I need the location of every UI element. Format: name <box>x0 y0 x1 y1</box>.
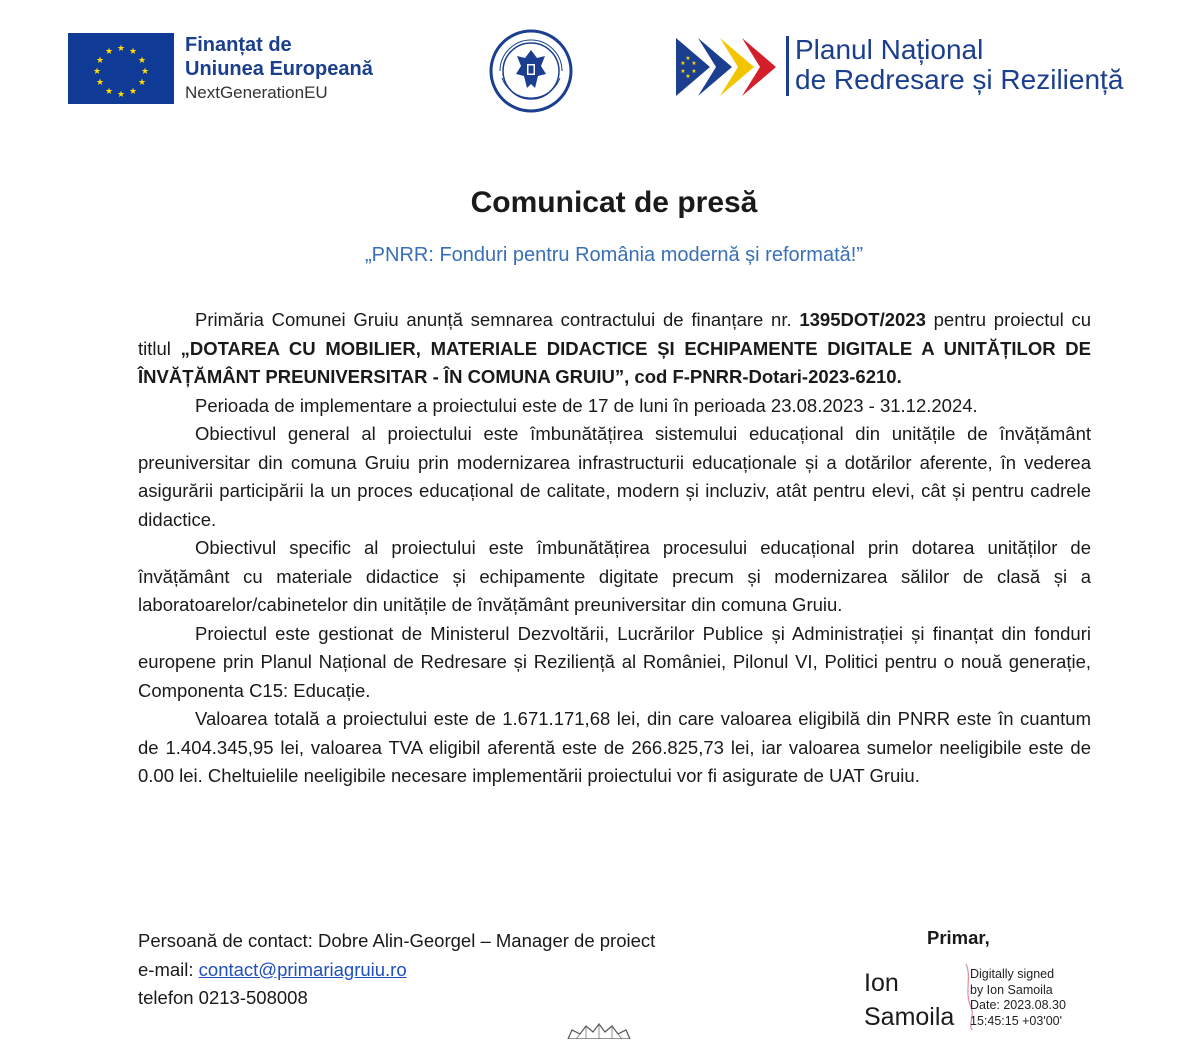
svg-text:★: ★ <box>128 87 138 97</box>
project-title: „DOTAREA CU MOBILIER, MATERIALE DIDACTICE ȘI ECHIPAMENTE DIGITALE A UNITĂȚILOR DE ÎNVĂȚĂMÂNT PREUNIVERSITAR - ÎN COMUNA GRUIU”, cod F-PNRR-Dotari-2023-6210. <box>138 337 1091 387</box>
p1-text-a: Primăria Comunei Gruiu anunță semnarea contractului de finanțare nr. <box>195 309 800 330</box>
signer-name <box>864 966 954 1034</box>
contact-phone: telefon 0213-508008 <box>138 987 308 1008</box>
svg-text:★: ★ <box>95 56 105 66</box>
pnrr-flag-icon <box>676 38 784 96</box>
paragraph-value: Valoarea totală a proiectului este de 1.671.171,68 lei, din care valoarea eligibilă din PNRR este în cuantum de 1.404.345,95 lei, valoarea TVA eligibil aferentă este de 266.825,73 lei, iar valoarea sumelor neeligibile este de 0.00 lei. Cheltuielile neeligibile necesare implementării proiectului vor fi asigurate de UAT Gruiu. <box>138 708 1091 786</box>
paragraph-general-objective: Obiectivul general al proiectului este îmbunătățirea sistemului educațional din unitățile de învățământ preuniversitar din comuna Gruiu prin modernizarea infrastructurii educaționale și a dotărilor aferente, în vederea asigurării participării la un proces educațional de calitate, modern și incluziv, atât pentru elevi, cât și pentru cadrele didactice. <box>138 423 1091 530</box>
contact-email-line <box>138 956 655 985</box>
paragraph-contract <box>138 306 1091 392</box>
press-release-body <box>138 306 1091 791</box>
pnrr-divider <box>786 36 789 96</box>
page-subtitle: „PNRR: Fonduri pentru România modernă și reformată!” <box>365 244 863 266</box>
svg-text:★: ★ <box>92 67 102 77</box>
guvernul-romaniei-seal-icon <box>488 28 574 114</box>
page-title: Comunicat de presă <box>470 186 758 219</box>
svg-text:★: ★ <box>691 68 697 75</box>
digital-signature-info <box>970 967 1066 1029</box>
svg-text:★: ★ <box>116 90 126 100</box>
signed-time: 15:45:15 +03'00' <box>970 1013 1063 1028</box>
svg-text:★: ★ <box>691 60 697 67</box>
svg-text:★: ★ <box>137 78 147 88</box>
eu-line2: Uniunea Europeană <box>185 58 373 80</box>
paragraph-specific-objective: Obiectivul specific al proiectului este îmbunătățirea procesului educațional prin dotarea unităților de învățământ cu materiale didactice și echipamente digitate precum și modernizarea sălilor de clasă și a laboratoarelor/cabinetelor din unitățile de învățământ preuniversitar din comuna Gruiu. <box>138 537 1091 615</box>
svg-text:★: ★ <box>104 47 114 57</box>
signer-last-name: Samoila <box>864 1003 955 1031</box>
svg-text:★: ★ <box>680 68 686 75</box>
svg-text:★: ★ <box>95 78 105 88</box>
contract-number: 1395DOT/2023 <box>799 309 926 330</box>
signed-date: Date: 2023.08.30 <box>970 998 1066 1012</box>
svg-text:★: ★ <box>137 56 147 66</box>
signed-line2: by Ion Samoila <box>970 982 1053 997</box>
email-label: e-mail: <box>138 958 199 980</box>
svg-text:★: ★ <box>140 67 150 77</box>
signature-role: Primar, <box>927 927 990 948</box>
email-link[interactable]: contact@primariagruiu.ro <box>198 958 407 980</box>
pnrr-logo-text <box>795 35 1123 95</box>
pnrr-line2: de Redresare și Reziliență <box>795 64 1124 95</box>
svg-text:★: ★ <box>685 73 691 80</box>
svg-text:★: ★ <box>685 55 691 62</box>
signer-first-name: Ion <box>864 969 899 997</box>
svg-text:★: ★ <box>104 87 114 97</box>
contact-block <box>138 927 655 1013</box>
signed-line1: Digitally signed <box>970 967 1055 981</box>
pnrr-line1: Planul Național <box>795 34 984 65</box>
svg-text:★: ★ <box>680 60 686 67</box>
svg-text:★: ★ <box>116 44 126 54</box>
eu-line1: Finanțat de <box>185 34 292 56</box>
paragraph-period: Perioada de implementare a proiectului este de 17 de luni în perioada 23.08.2023 - 31.12.2024. <box>195 394 978 416</box>
svg-text:★: ★ <box>128 47 138 57</box>
p1-text-b: pentru proiectul cu titlul <box>138 309 1092 359</box>
contact-person: Persoană de contact: Dobre Alin-Georgel – Manager de proiect <box>138 930 656 951</box>
paragraph-management: Proiectul este gestionat de Ministerul Dezvoltării, Lucrărilor Publice și Administrației și finanțat din fonduri europene prin Planul Național de Redresare și Reziliență al României, Pilonul VI, Politici pentru o nouă generație, Componenta C15: Educație. <box>138 622 1091 701</box>
eu-funding-logo-text <box>185 33 373 105</box>
eu-flag-icon <box>68 33 174 104</box>
stamp-crown-icon <box>566 1022 632 1039</box>
eu-line3: NextGenerationEU <box>185 83 328 102</box>
